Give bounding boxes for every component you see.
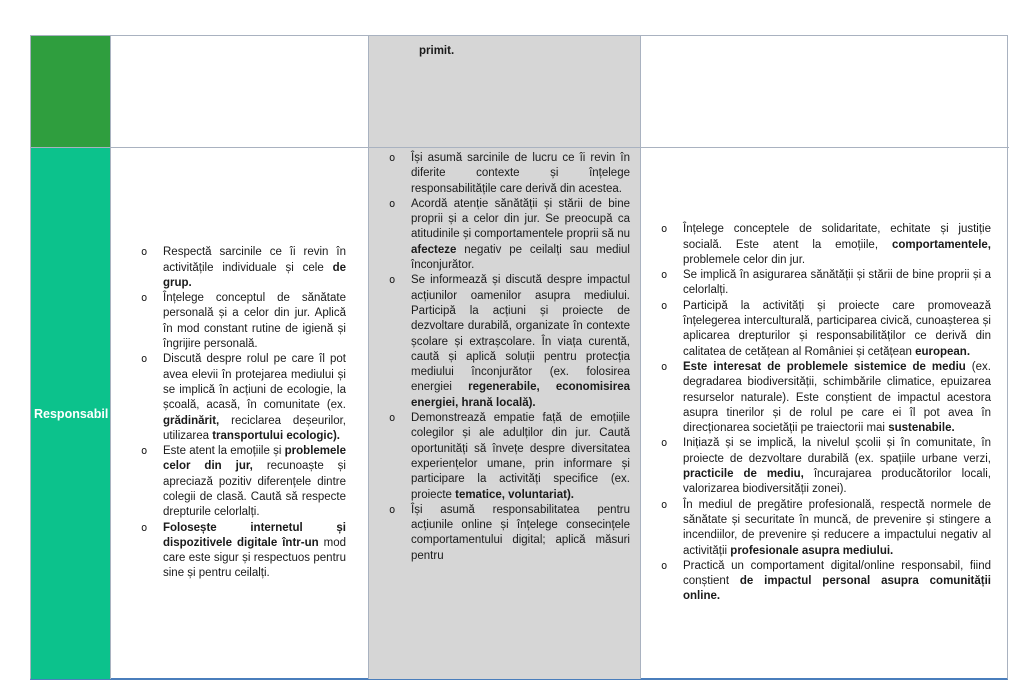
table-corner-green-cell xyxy=(31,36,111,148)
text-segment: afecteze xyxy=(411,243,457,256)
bullet-marker: o xyxy=(141,521,148,534)
bullet-text xyxy=(411,503,636,564)
continuation-cell-col3 xyxy=(641,36,1009,148)
bullet-text xyxy=(163,444,352,520)
bullet-marker: o xyxy=(661,269,668,282)
text-segment: problemele celor din jur, xyxy=(163,445,346,473)
text-segment: european. xyxy=(915,345,971,358)
continuation-text: primit. xyxy=(419,45,455,57)
profile-table xyxy=(30,35,1008,680)
text-segment: de grup. xyxy=(163,261,346,289)
bullet-text xyxy=(163,521,352,582)
text-segment: tematice, voluntariat). xyxy=(455,488,574,501)
bullet-item xyxy=(641,299,997,360)
bullet-text xyxy=(683,360,997,436)
text-segment: Folosește internetul și dispozitivele digitale într-un xyxy=(163,521,346,549)
bullet-text xyxy=(411,151,636,197)
text-segment: Este atent la emoțiile și xyxy=(163,445,285,458)
bullet-marker: o xyxy=(661,223,668,236)
bullet-item xyxy=(641,559,997,605)
text-segment: grădinărit, xyxy=(163,414,220,427)
bullet-marker: o xyxy=(389,152,396,164)
bullet-text xyxy=(163,352,352,444)
text-segment: Se informează și discută despre impactul acțiunilor oamenilor asupra mediului. Participă la acțiuni și proiecte de dezvoltare durabilă, organizate în contexte școlare și extrașcolare. În viața curentă, caută și aplică soluții pentru protecția mediului înconjurător (ex. folosirea energiei xyxy=(411,274,630,394)
text-segment: mod care este sigur și respectuos pentru sine și pentru ceilalți. xyxy=(163,536,346,580)
continuation-cell-col1 xyxy=(111,36,369,148)
bullets-column-3 xyxy=(641,148,1009,679)
text-segment: Înțelege conceptul de sănătate personală și a celor din jur. Aplică în mod constant rutine de igienă și îngrijire personală. xyxy=(163,292,346,351)
text-segment: recunoaște și apreciază pozitiv diferențele dintre colegii de clasă. Caută să respecte drepturile celorlalți. xyxy=(163,460,346,519)
text-segment: reciclarea deșeurilor, utilizarea xyxy=(163,414,346,442)
bullet-marker: o xyxy=(389,412,396,425)
row-header-responsabil xyxy=(31,148,111,679)
text-segment: de impactul personal asupra comunității online. xyxy=(683,575,991,603)
bullet-marker: o xyxy=(389,197,396,210)
continuation-cell-col2 xyxy=(369,36,641,148)
bullet-marker: o xyxy=(141,445,148,458)
bullet-text xyxy=(411,411,636,503)
text-segment: Demonstrează empatie față de emoțiile colegilor și ale adulților din jur. Caută oportunități să învețe despre diversitatea experiențelor umane, prin informare și participare la activități specifice (ex. proiecte xyxy=(411,412,630,501)
text-segment: Își asumă responsabilitatea pentru acțiunile online și înțelege consecințele comportamentului digital; aplică măsuri pentru xyxy=(411,503,630,562)
bullet-item xyxy=(121,521,352,582)
text-segment: Acordă atenție sănătății și stării de bine proprii și a celor din jur. Se preocupă ca atitudinile și comportamentele proprii să nu xyxy=(411,197,630,241)
text-segment: Discută despre rolul pe care îl pot avea elevii în protejarea mediului și se implică în acțiuni de ecologie, la școală, acasă, în comunitate (ex. xyxy=(163,353,346,412)
text-segment: transportului ecologic). xyxy=(212,429,341,442)
bullet-marker: o xyxy=(661,299,668,312)
text-segment: comportamentele, xyxy=(891,238,991,251)
bullet-item xyxy=(121,444,352,520)
bullet-marker: o xyxy=(141,353,148,366)
text-segment: Înțelege conceptele de solidaritate, echitate și justiție socială. Este atent la emoțiile, xyxy=(683,223,991,251)
text-segment: Practică un comportament digital/online responsabil, fiind conștient xyxy=(683,559,991,588)
bullet-marker: o xyxy=(141,292,148,305)
bullet-text xyxy=(683,436,997,497)
bullet-marker: o xyxy=(389,503,396,516)
row-header-label: Responsabil xyxy=(34,406,109,421)
text-segment: practicile de mediu, xyxy=(683,468,804,481)
text-segment: (ex. degradarea biodiversității, schimbările climatice, epuizarea resurselor naturale). Este conștient de impactul acestora asupra tinerilor și de rolul pe care ei îl pot avea în direcționarea societății pe traiectorii mai xyxy=(683,360,991,435)
bullet-text xyxy=(411,273,636,411)
bullet-text xyxy=(683,268,997,299)
text-segment: Inițiază și se implică, la nivelul școlii și în comunitate, în proiecte de dezvoltare durabilă (ex. spațiile urbane verzi, xyxy=(683,437,991,465)
bullet-item xyxy=(641,360,997,436)
text-segment: Se implică în asigurarea sănătății și stării de bine proprii și a celorlalți. xyxy=(683,269,991,297)
bullet-text xyxy=(411,197,636,273)
bullet-item xyxy=(369,197,636,273)
bullet-item xyxy=(121,291,352,352)
text-segment: În mediul de pregătire profesională, respectă normele de sănătate și securitate în muncă, de prevenire și stingere a incendiilor, de prevenire și reducere a impactului negativ al activității xyxy=(683,498,991,557)
bullet-text xyxy=(683,222,997,268)
text-segment: regenerabile, economisirea energiei, hrană locală). xyxy=(411,381,630,409)
text-segment: negativ pe ceilalți sau mediul înconjurător. xyxy=(411,243,630,272)
bullet-text xyxy=(163,245,352,291)
text-segment: Respectă sarcinile ce îi revin în activitățile individuale și cele xyxy=(163,246,346,274)
bullet-item xyxy=(641,268,997,299)
bullet-item xyxy=(641,498,997,559)
bullet-item xyxy=(369,411,636,503)
bullet-item xyxy=(121,352,352,444)
text-segment: problemele celor din jur. xyxy=(683,253,806,266)
bullet-text xyxy=(683,498,997,559)
bullet-marker: o xyxy=(661,498,668,511)
bullet-marker: o xyxy=(661,437,668,450)
bullet-marker: o xyxy=(661,559,668,572)
bullets-column-1 xyxy=(111,148,369,679)
text-segment: Participă la activități și proiecte care promovează înțelegerea interculturală, participarea civică, cunoașterea și aplicarea drepturilor și responsabilităților ce derivă din calitatea de cetățean al României și cetățean xyxy=(683,299,991,358)
bullet-text xyxy=(683,299,997,360)
bullet-text xyxy=(683,559,997,605)
bullets-column-2 xyxy=(369,148,641,679)
bullet-text xyxy=(163,291,352,352)
text-segment: încurajarea producătorilor locali, valorizarea biodiversității zonei). xyxy=(683,468,991,496)
bullet-marker: o xyxy=(141,246,148,259)
bullet-item xyxy=(641,222,997,268)
bullet-item xyxy=(369,503,636,564)
bullet-marker: o xyxy=(389,274,396,287)
bullet-item xyxy=(121,245,352,291)
bullet-item xyxy=(369,151,636,197)
text-segment: Este interesat de problemele sistemice de mediu xyxy=(683,360,966,373)
bullet-marker: o xyxy=(661,360,668,373)
text-segment: Își asumă sarcinile de lucru ce îi revin în diferite contexte și înțelege responsabilitățile care derivă din acestea. xyxy=(411,152,630,195)
text-segment: sustenabile. xyxy=(888,422,955,435)
bullet-item xyxy=(369,273,636,411)
text-segment: profesionale asupra mediului. xyxy=(730,544,894,557)
bullet-item xyxy=(641,436,997,497)
